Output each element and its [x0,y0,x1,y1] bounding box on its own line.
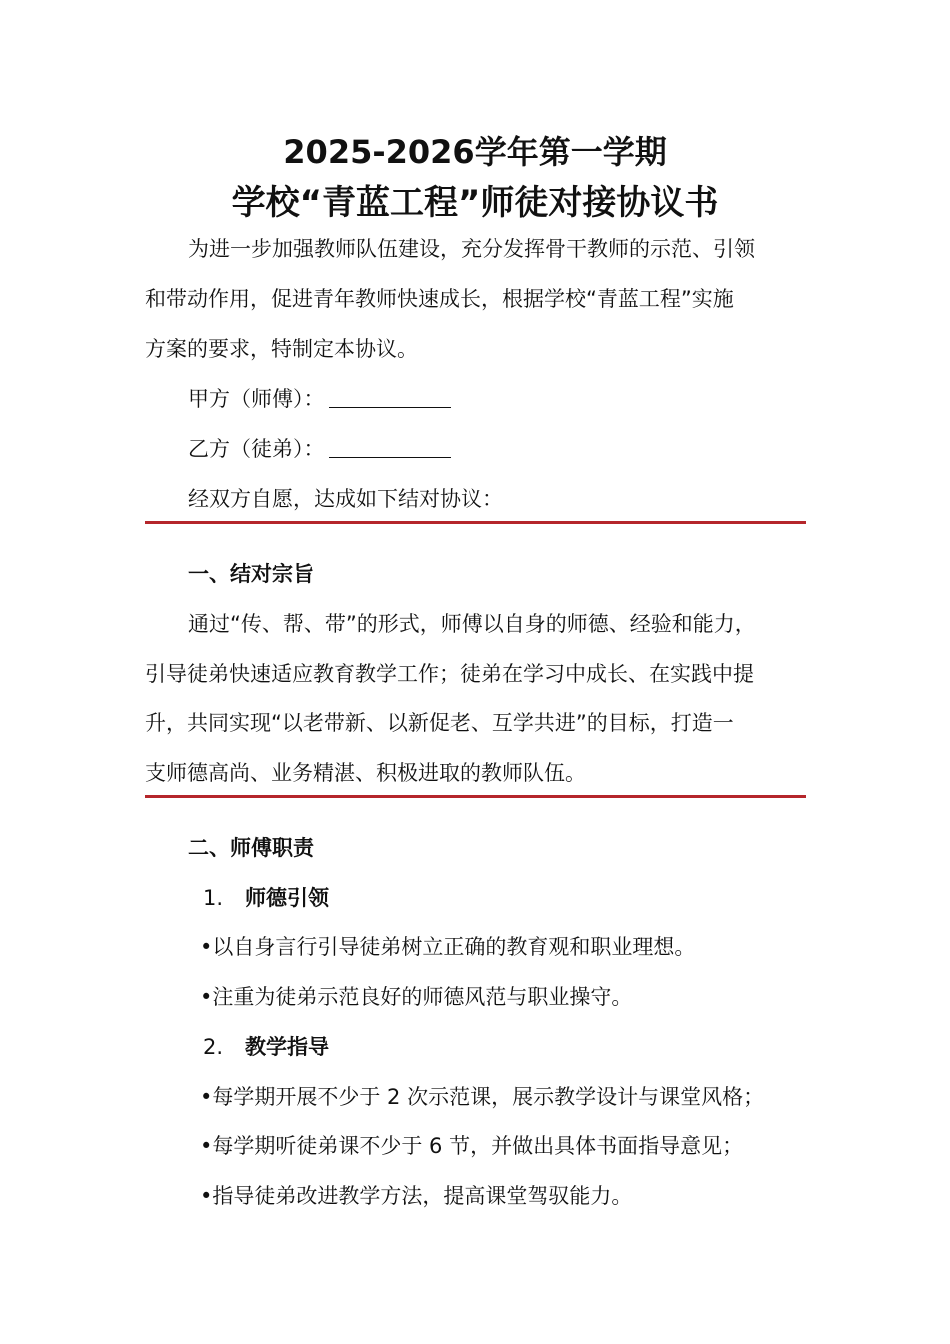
section2-item1-title: 师德引领 [245,886,329,910]
party-b-row [188,434,451,464]
section2-item2-heading [203,1032,329,1062]
party-a-row [188,384,451,414]
section2-item1-heading [203,883,329,913]
section1-heading: 一、结对宗旨 [188,562,314,586]
section2-item2-number: 2. [203,1035,224,1059]
agreement-line: 经双方自愿，达成如下结对协议： [188,487,503,511]
intro-line-1: 为进一步加强教师队伍建设，充分发挥骨干教师的示范、引领 [188,237,755,261]
section2-heading: 二、师傅职责 [188,836,314,860]
section1-line-4: 支师德高尚、业务精湛、积极进取的教师队伍。 [145,761,586,785]
section-divider-2 [145,795,806,798]
section2-item2-title: 教学指导 [245,1035,329,1059]
section2-item2-bullet-3: •指导徒弟改进教学方法，提高课堂驾驭能力。 [200,1184,633,1208]
document-title-line2: 学校“青蓝工程”师徒对接协议书 [231,183,719,223]
party-b-blank [329,435,451,458]
section-divider-1 [145,521,806,524]
section2-item1-bullet-2: •注重为徒弟示范良好的师德风范与职业操守。 [200,985,633,1009]
party-a-blank [329,385,451,408]
section1-line-1: 通过“传、帮、带”的形式，师傅以自身的师德、经验和能力， [188,612,756,636]
section2-item2-bullet-1: •每学期开展不少于 2 次示范课，展示教学设计与课堂风格； [200,1085,765,1109]
party-a-label: 甲方（师傅）： [188,387,325,411]
document-title-line1: 2025-2026学年第一学期 [283,133,667,171]
section2-item1-bullet-1: •以自身言行引导徒弟树立正确的教育观和职业理想。 [200,935,696,959]
intro-line-2: 和带动作用，促进青年教师快速成长，根据学校“青蓝工程”实施 [145,287,734,311]
section2-item1-number: 1. [203,886,224,910]
intro-line-3: 方案的要求，特制定本协议。 [145,337,418,361]
section1-line-3: 升，共同实现“以老带新、以新促老、互学共进”的目标，打造一 [145,711,734,735]
section1-line-2: 引导徒弟快速适应教育教学工作；徒弟在学习中成长、在实践中提 [145,662,754,686]
party-b-label: 乙方（徒弟）： [188,437,325,461]
section2-item2-bullet-2: •每学期听徒弟课不少于 6 节，并做出具体书面指导意见； [200,1134,744,1158]
